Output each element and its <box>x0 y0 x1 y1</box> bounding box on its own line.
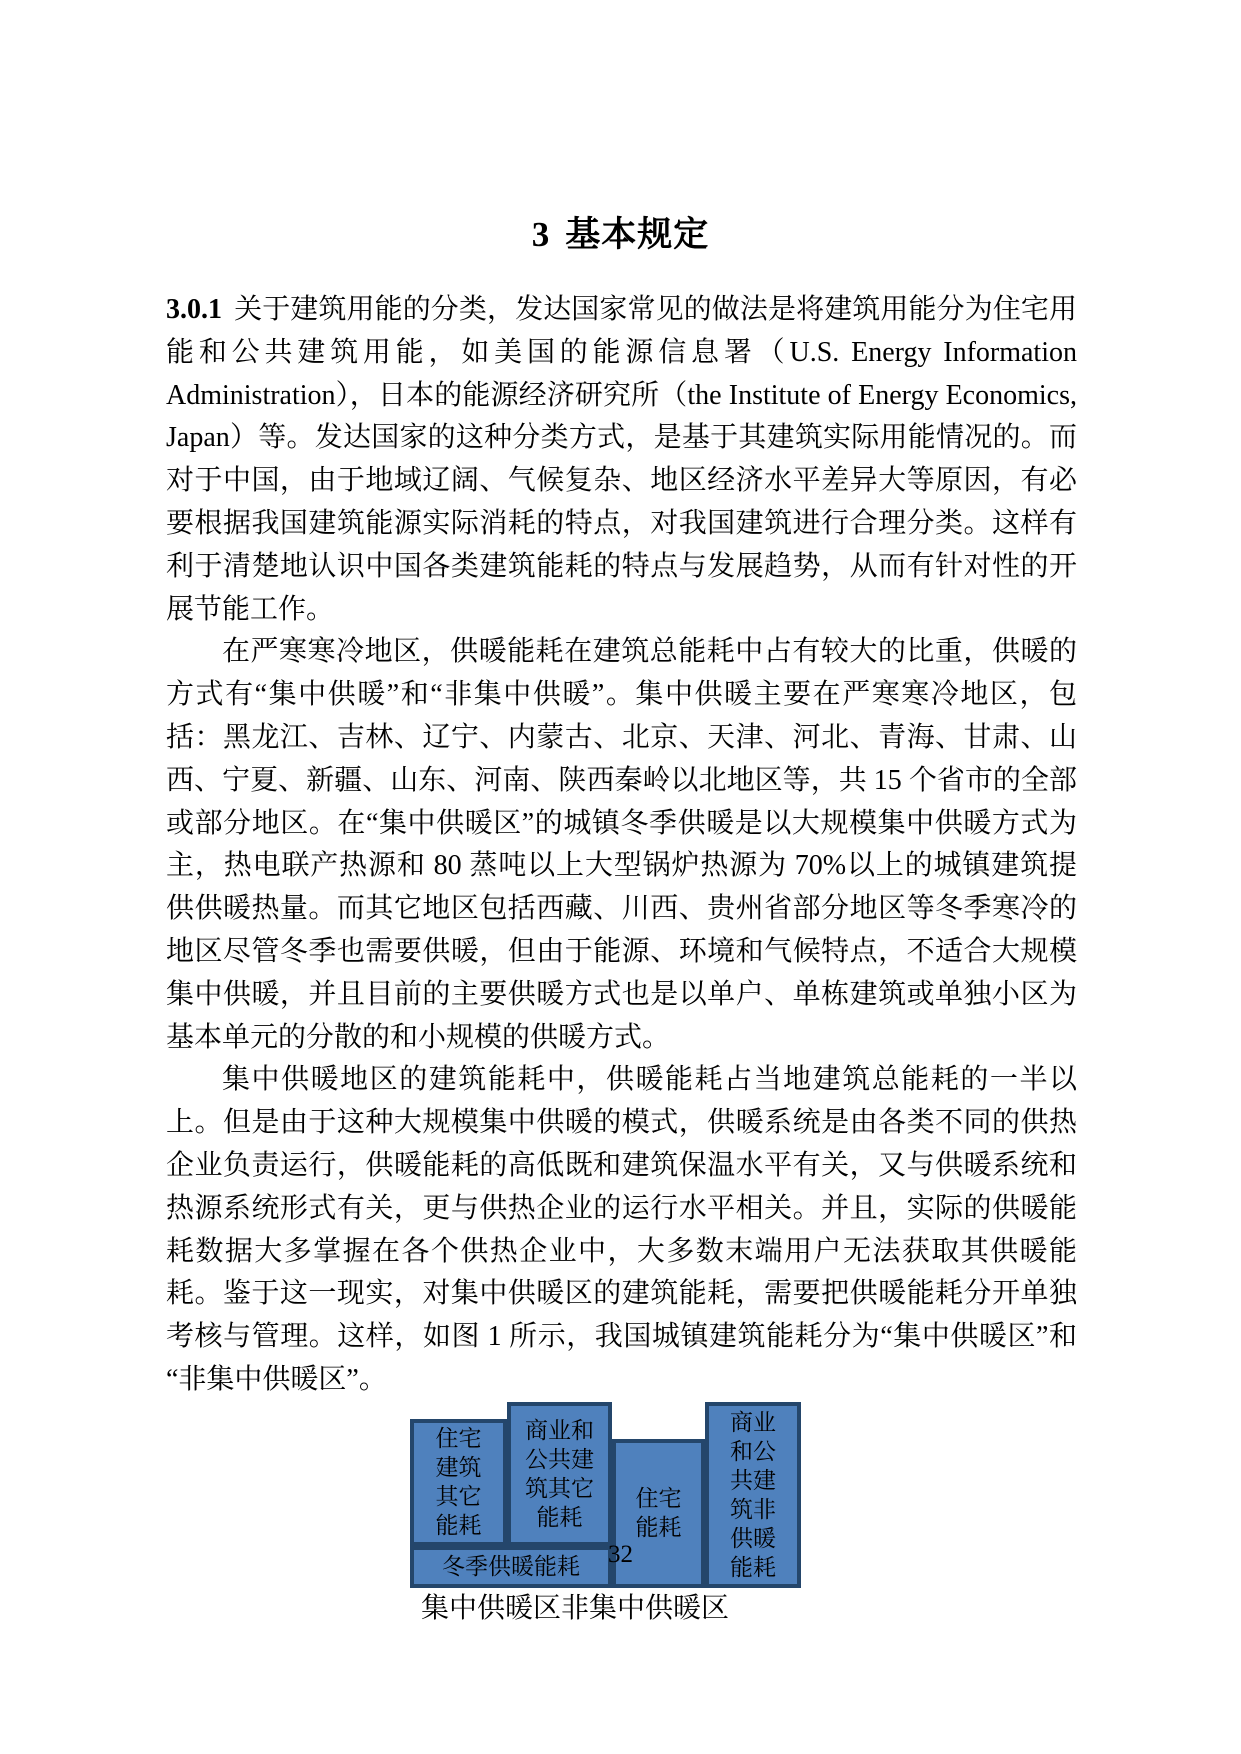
paragraph-text: 集中供暖地区的建筑能耗中，供暖能耗占当地建筑总能耗的一半以上。但是由于这种大规模集中供暖的模式，供暖系统是由各类不同的供热企业负责运行，供暖能耗的高低既和建筑保温水平有关，又与供暖系统和热源系统形式有关，更与供热企业的运行水平相关。并且，实际的供暖能耗数据大多掌握在各个供热企业中，大多数末端用户无法获取其供暖能耗。鉴于这一现实，对集中供暖区的建筑能耗，需要把供暖能耗分开单独考核与管理。这样，如图 1 所示，我国城镇建筑能耗分为“集中供暖区”和“非集中供暖区”。 <box>166 1064 1077 1395</box>
figure-box-commercial-public-other-energy: 商业和公共建筑其它能耗 <box>507 1402 612 1546</box>
figure-box-commercial-public-non-heating-energy: 商业和公共建筑非供暖能耗 <box>705 1402 801 1588</box>
section-number: 3 <box>531 215 551 254</box>
page-number: 32 <box>608 1541 633 1568</box>
figure-box-residential-energy: 住宅能耗 <box>612 1439 705 1588</box>
clause-label: 3.0.1 <box>166 294 222 325</box>
figure-caption-central-heating-zone: 集中供暖区 <box>420 1592 561 1624</box>
paragraph <box>166 1059 1077 1401</box>
figure-caption <box>380 1594 770 1624</box>
figure-caption-non-central-heating-zone: 非集中供暖区 <box>561 1592 730 1624</box>
page-title <box>0 207 1241 257</box>
paragraph-text: 在严寒寒冷地区，供暖能耗在建筑总能耗中占有较大的比重，供暖的方式有“集中供暖”和“非集中供暖”。集中供暖主要在严寒寒冷地区，包括：黑龙江、吉林、辽宁、内蒙古、北京、天津、河北、青海、甘肃、山西、宁夏、新疆、山东、河南、陕西秦岭以北地区等，共 15 个省市的全部或部分地区。在“集中供暖区”的城镇冬季供暖是以大规模集中供暖方式为主，热电联产热源和 80 蒸吨以上大型锅炉热源为 70%以上的城镇建筑提供供暖热量。而其它地区包括西藏、川西、贵州省部分地区等冬季寒冷的地区尽管冬季也需要供暖，但由于能源、环境和气候特点，不适合大规模集中供暖，并且目前的主要供暖方式也是以单户、单栋建筑或单独小区为基本单元的分散的和小规模的供暖方式。 <box>166 636 1077 1053</box>
figure-box-winter-heating-energy: 冬季供暖能耗 <box>410 1546 612 1588</box>
figure-box-residential-other-energy: 住宅建筑其它能耗 <box>410 1419 507 1546</box>
paragraph-text: 关于建筑用能的分类，发达国家常见的做法是将建筑用能分为住宅用能和公共建筑用能，如美国的能源信息署（U.S. Energy Information Administration），日本的能源经济研究所（the Institute of Energy Economics, Japan）等。发达国家的这种分类方式，是基于其建筑实际用能情况的。而对于中国，由于地域辽阔、气候复杂、地区经济水平差异大等原因，有必要根据我国建筑能源实际消耗的特点，对我国建筑进行合理分类。这样有利于清楚地认识中国各类建筑能耗的特点与发展趋势，从而有针对性的开展节能工作。 <box>166 294 1077 625</box>
paragraph <box>166 631 1077 1059</box>
section-title-text: 基本规定 <box>565 215 710 254</box>
body-text <box>166 289 1077 1624</box>
paragraph-3-0-1 <box>166 289 1077 631</box>
